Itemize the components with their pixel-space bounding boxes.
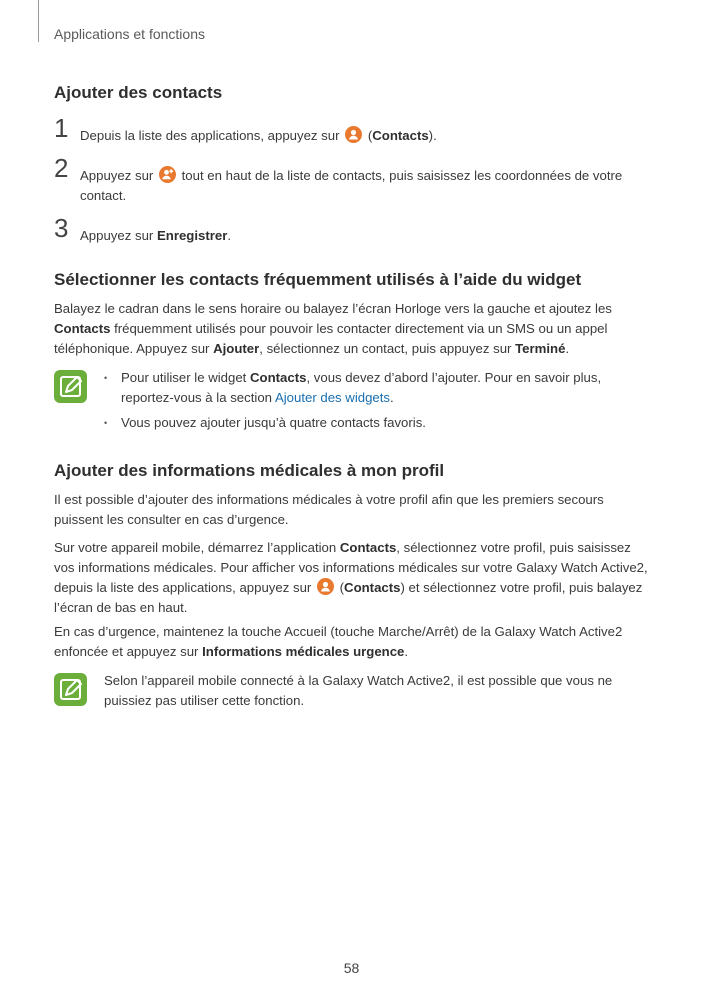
header-rule — [38, 0, 39, 42]
page-number: 58 — [343, 960, 360, 976]
note-icon — [54, 673, 87, 706]
list-item: • Vous pouvez ajouter jusqu’à quatre contacts favoris. — [104, 413, 644, 433]
step-text: Appuyez sur Enregistrer. — [80, 228, 232, 243]
contacts-icon — [317, 578, 334, 595]
list-item: • Pour utiliser le widget Contacts, vous devez d’abord l’ajouter. Pour en savoir plus, reportez-vous à la section Ajouter des widgets. — [104, 368, 644, 408]
header-title: Applications et fonctions — [54, 26, 205, 42]
link-add-widgets[interactable]: Ajouter des widgets — [274, 390, 391, 405]
medical-paragraph-2: Sur votre appareil mobile, démarrez l’application Contacts, sélectionnez votre profil, puis saisissez vos informations médicales. Pour afficher vos informations médicales sur votre Galaxy Watch Active2, depuis la liste des applications, appuyez sur (Contacts) et sélectionnez votre profil, puis balayez l’écran de bas en haut. — [54, 540, 648, 615]
section-title-add-contacts: Ajouter des contacts — [54, 83, 223, 102]
medical-paragraph-3: En cas d’urgence, maintenez la touche Accueil (touche Marche/Arrêt) de la Galaxy Watch Active2 enfoncée et appuyez sur Informations médicales urgence. — [54, 624, 623, 659]
section-title-widget: Sélectionner les contacts fréquemment utilisés à l’aide du widget — [54, 270, 582, 289]
step-number: 3 — [54, 213, 69, 243]
step-text: Appuyez sur tout en haut de la liste de contacts, puis saisissez les coordonnées de votre contact. — [80, 168, 623, 203]
step-number: 1 — [54, 113, 69, 143]
contacts-icon — [345, 126, 362, 143]
section-title-medical-info: Ajouter des informations médicales à mon profil — [54, 461, 445, 480]
widget-paragraph: Balayez le cadran dans le sens horaire ou balayez l’écran Horloge vers la gauche et ajoutez les Contacts fréquemment utilisés pour pouvoir les contacter directement via un SMS ou un appel téléphonique. Appuyez sur Ajouter, sélectionnez un contact, puis appuyez sur Terminé. — [54, 301, 612, 356]
step-number: 2 — [54, 153, 69, 183]
note-icon — [54, 370, 87, 403]
medical-note: Selon l’appareil mobile connecté à la Galaxy Watch Active2, il est possible que vous ne puissiez pas utiliser cette fonction. — [104, 673, 613, 708]
step-text: Depuis la liste des applications, appuyez sur (Contacts). — [80, 128, 437, 143]
medical-paragraph-1: Il est possible d’ajouter des informations médicales à votre profil afin que les premiers secours puissent les consulter en cas d’urgence. — [54, 492, 604, 527]
widget-notes — [104, 368, 644, 438]
add-contact-icon — [159, 166, 176, 183]
